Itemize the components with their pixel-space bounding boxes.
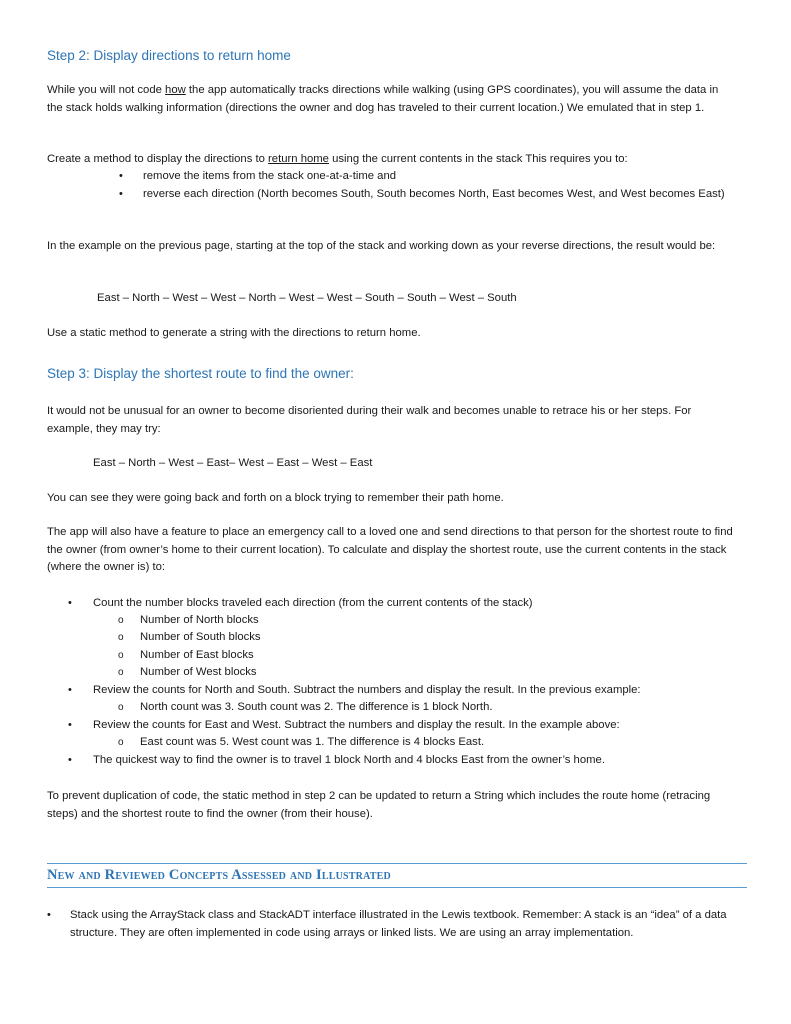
step2-direction-sequence: East – North – West – West – North – West – West – South – South – West – South: [97, 292, 517, 304]
step3-sub-ns-result: North count was 3. South count was 2. The difference is 1 block North.: [140, 701, 493, 713]
section-bottom-rule: [47, 887, 747, 888]
step3-bullet-4: The quickest way to find the owner is to travel 1 block North and 4 blocks East from the owner’s home.: [93, 754, 605, 766]
bullet-icon: •: [68, 719, 72, 731]
step3-sub-ew-result: East count was 5. West count was 1. The difference is 4 blocks East.: [140, 736, 485, 748]
bullet-icon: •: [119, 170, 123, 182]
sub-bullet-icon: o: [118, 702, 124, 713]
step2-paragraph-2: [47, 151, 737, 169]
step3-direction-sequence: East – North – West – East– West – East – West – East: [93, 457, 373, 469]
section-top-rule: [47, 863, 747, 864]
step2-p1-text-a: While you will not code: [47, 84, 166, 96]
sub-bullet-icon: o: [118, 737, 124, 748]
bullet-icon: •: [68, 597, 72, 609]
step3-sub-north: Number of North blocks: [140, 614, 259, 626]
step2-p2-underlined: return home: [268, 153, 329, 165]
concepts-section-title: New and Reviewed Concepts Assessed and Illustrated: [47, 867, 391, 883]
concepts-bullet: Stack using the ArrayStack class and StackADT interface illustrated in the Lewis textbook. Remember: A stack is an “idea” of a data structure. They are often implemented in code using arrays or linked lists. We are using an array implementation.: [70, 909, 727, 939]
step2-paragraph-4: Use a static method to generate a string with the directions to return home.: [47, 327, 421, 339]
step2-paragraph-1: [47, 82, 737, 117]
step3-bullet-2: Review the counts for North and South. Subtract the numbers and display the result. In the previous example:: [93, 684, 641, 696]
step2-p1-text-b: the app automatically tracks directions while walking (using GPS coordinates), you will assume the data in the stack holds walking information (directions the owner and dog has traveled to their current location.) We emulated that in step 1.: [47, 84, 719, 114]
bullet-icon: •: [119, 188, 123, 200]
step2-bullet-2: reverse each direction (North becomes South, South becomes North, East becomes West, and West becomes East): [143, 188, 725, 200]
step2-p2-text-b: using the current contents in the stack This requires you to:: [328, 153, 628, 165]
step3-heading: Step 3: Display the shortest route to find the owner:: [47, 366, 354, 381]
step3-bullet-3: Review the counts for East and West. Subtract the numbers and display the result. In the example above:: [93, 719, 620, 731]
step2-paragraph-3: In the example on the previous page, starting at the top of the stack and working down as your reverse directions, the result would be:: [47, 240, 716, 252]
step2-bullet-1: remove the items from the stack one-at-a-time and: [143, 170, 397, 182]
bullet-icon: •: [68, 684, 72, 696]
step3-paragraph-3: The app will also have a feature to place an emergency call to a loved one and send directions to that person for the shortest route to find the owner (from owner’s home to their current location). To calculate and display the shortest route, use the current contents in the stack (where the owner is) to:: [47, 526, 733, 573]
step3-paragraph-4: To prevent duplication of code, the static method in step 2 can be updated to return a String which includes the route home (retracing steps) and the shortest route to find the owner (from their house).: [47, 790, 711, 820]
step2-p2-text-a: Create a method to display the directions to: [47, 153, 269, 165]
step2-heading: Step 2: Display directions to return home: [47, 48, 291, 63]
step3-sub-east: Number of East blocks: [140, 649, 254, 661]
sub-bullet-icon: o: [118, 650, 124, 661]
bullet-icon: •: [47, 909, 51, 921]
step3-sub-west: Number of West blocks: [140, 666, 257, 678]
bullet-icon: •: [68, 754, 72, 766]
sub-bullet-icon: o: [118, 667, 124, 678]
step3-bullet-1: Count the number blocks traveled each direction (from the current contents of the stack): [93, 597, 533, 609]
step3-sub-south: Number of South blocks: [140, 631, 261, 643]
step2-p1-underlined: how: [165, 84, 186, 96]
step3-paragraph-1: It would not be unusual for an owner to become disoriented during their walk and becomes unable to retrace his or her steps. For example, they may try:: [47, 405, 692, 435]
sub-bullet-icon: o: [118, 615, 124, 626]
step3-paragraph-2: You can see they were going back and forth on a block trying to remember their path home.: [47, 492, 504, 504]
sub-bullet-icon: o: [118, 632, 124, 643]
